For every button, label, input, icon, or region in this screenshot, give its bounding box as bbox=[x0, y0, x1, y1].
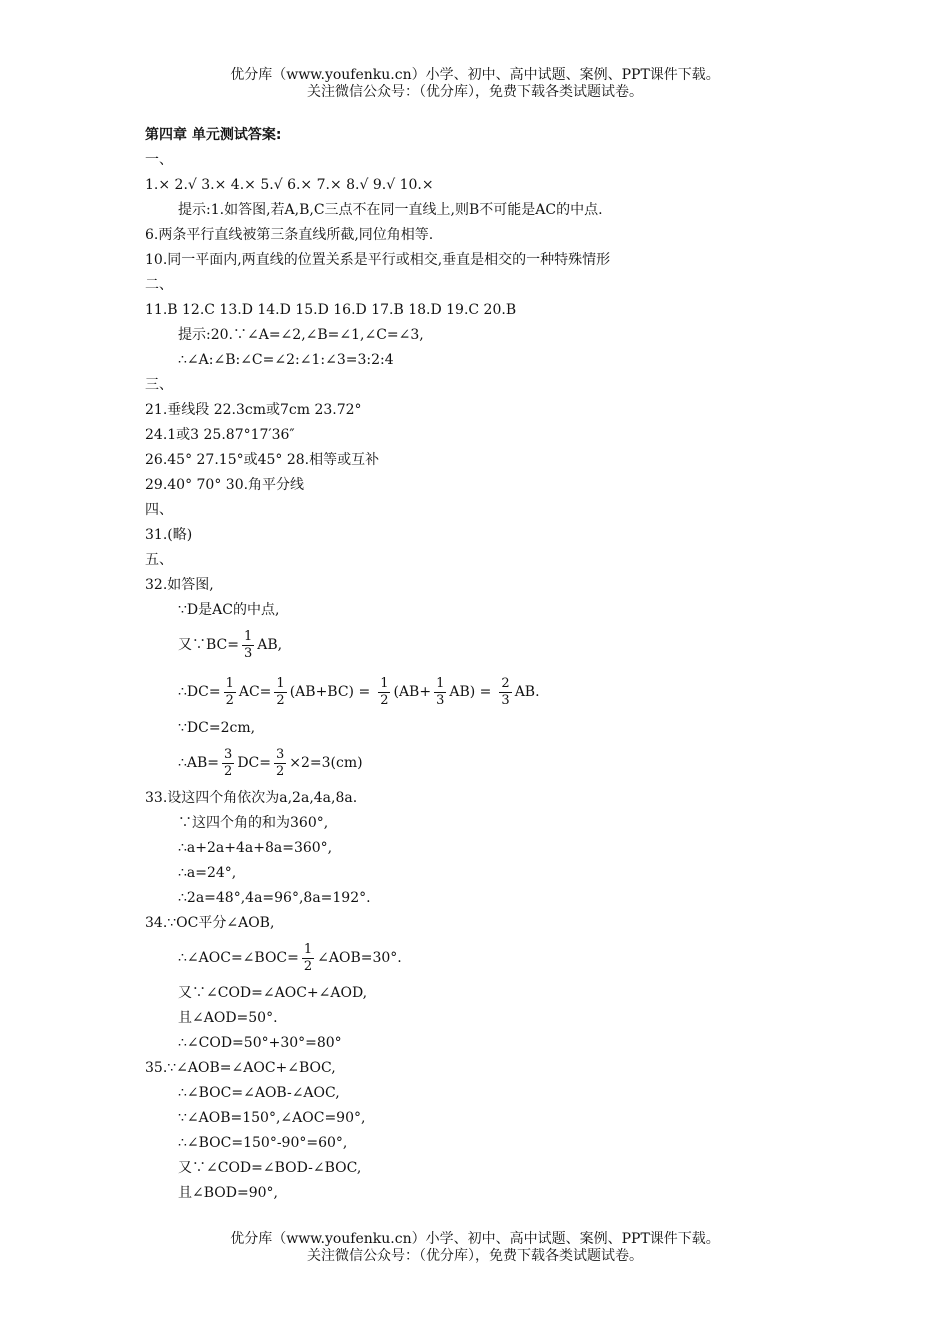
q32-l3-text-b: AB, bbox=[257, 637, 283, 653]
q32-l4-text-c: (AB+BC) = bbox=[289, 683, 371, 700]
q34-line-2 bbox=[145, 936, 865, 981]
q32-line-6 bbox=[145, 741, 865, 786]
section-1-hint-6: 6.两条平行直线被第三条直线所截,同位角相等. bbox=[145, 227, 434, 243]
header-line-1: 优分库（www.youfenku.cn）小学、初中、高中试题、案例、PPT课件下载。 bbox=[230, 67, 720, 83]
q35-line-1: 35.∵∠AOB=∠AOC+∠BOC, bbox=[145, 1060, 336, 1076]
header-line-2: 关注微信公众号：（优分库），免费下载各类试题试卷。 bbox=[307, 84, 643, 100]
q33-line-3: ∴a+2a+4a+8a=360°, bbox=[178, 840, 333, 856]
fraction-three-halves bbox=[274, 747, 286, 780]
section-1-heading: 一、 bbox=[145, 152, 173, 168]
q32-l6-text-c: ×2=3(cm) bbox=[289, 755, 363, 771]
q34-l2-text-a: ∴∠AOC=∠BOC= bbox=[178, 950, 299, 966]
fraction-denominator: 2 bbox=[225, 692, 234, 708]
q32-line-3 bbox=[145, 623, 865, 668]
section-2-hint-1: 提示:20.∵∠A=∠2,∠B=∠1,∠C=∠3, bbox=[178, 327, 424, 343]
q32-l6-text-b: DC= bbox=[237, 755, 271, 771]
q32-l4-text-f: AB. bbox=[514, 683, 540, 700]
q34-l2-text-b: ∠AOB=30°. bbox=[317, 950, 402, 966]
fraction-numerator: 1 bbox=[244, 629, 253, 644]
fraction-denominator: 3 bbox=[501, 692, 510, 708]
q32-line-1: 32.如答图, bbox=[145, 577, 214, 593]
section-1-hint-10: 10.同一平面内,两直线的位置关系是平行或相交,垂直是相交的一种特殊情形 bbox=[145, 252, 611, 268]
fraction-denominator: 2 bbox=[276, 764, 285, 779]
fraction-one-half bbox=[274, 676, 286, 709]
q32-l4-text-a: ∴DC= bbox=[178, 683, 221, 700]
fraction-denominator: 2 bbox=[276, 692, 285, 708]
q32-l3-text-a: 又∵BC= bbox=[178, 637, 239, 653]
fraction-numerator: 1 bbox=[436, 675, 445, 691]
page-header bbox=[0, 67, 950, 101]
q35-line-5: 又∵∠COD=∠BOD-∠BOC, bbox=[178, 1160, 362, 1176]
q35-line-2: ∴∠BOC=∠AOB-∠AOC, bbox=[178, 1085, 340, 1101]
fraction-one-third bbox=[242, 629, 254, 662]
section-3-heading: 三、 bbox=[145, 377, 173, 393]
section-3-line-1: 21.垂线段 22.3cm或7cm 23.72° bbox=[145, 402, 362, 418]
q32-l4-text-b: AC= bbox=[238, 683, 272, 700]
fraction-numerator: 3 bbox=[276, 747, 285, 762]
section-3-line-3: 26.45° 27.15°或45° 28.相等或互补 bbox=[145, 452, 380, 468]
page-footer bbox=[0, 1231, 950, 1265]
q35-line-4: ∴∠BOC=150°-90°=60°, bbox=[178, 1135, 348, 1151]
q33-line-2: ∵这四个角的和为360°, bbox=[178, 815, 329, 831]
fraction-numerator: 1 bbox=[225, 675, 234, 691]
q35-line-3: ∵∠AOB=150°,∠AOC=90°, bbox=[178, 1110, 366, 1126]
fraction-numerator: 3 bbox=[224, 747, 233, 762]
q33-line-5: ∴2a=48°,4a=96°,8a=192°. bbox=[178, 890, 371, 906]
q32-line-5: ∵DC=2cm, bbox=[178, 720, 256, 736]
fraction-denominator: 3 bbox=[244, 646, 253, 661]
section-4-heading: 四、 bbox=[145, 502, 173, 518]
q32-line-4 bbox=[145, 668, 865, 716]
fraction-one-third bbox=[434, 676, 446, 709]
section-5-heading: 五、 bbox=[145, 552, 173, 568]
fraction-one-half bbox=[302, 942, 314, 975]
q34-line-3: 又∵∠COD=∠AOC+∠AOD, bbox=[178, 985, 368, 1001]
document-body bbox=[145, 123, 865, 1206]
section-4-line-1: 31.(略) bbox=[145, 527, 193, 543]
section-2-answers: 11.B 12.C 13.D 14.D 15.D 16.D 17.B 18.D 19.C 20.B bbox=[145, 302, 517, 318]
fraction-denominator: 2 bbox=[380, 692, 389, 708]
q34-line-1: 34.∵OC平分∠AOB, bbox=[145, 915, 275, 931]
section-3-line-4: 29.40° 70° 30.角平分线 bbox=[145, 477, 305, 493]
footer-line-2: 关注微信公众号：（优分库），免费下载各类试题试卷。 bbox=[307, 1248, 643, 1264]
q32-l4-text-e: AB) = bbox=[449, 683, 492, 700]
section-1-hint-1: 提示:1.如答图,若A,B,C三点不在同一直线上,则B不可能是AC的中点. bbox=[178, 202, 603, 218]
fraction-denominator: 2 bbox=[224, 764, 233, 779]
fraction-one-half bbox=[224, 676, 236, 709]
fraction-numerator: 1 bbox=[303, 942, 313, 957]
fraction-numerator: 2 bbox=[501, 675, 510, 691]
chapter-title: 第四章 单元测试答案: bbox=[145, 127, 282, 143]
q32-l6-text-a: ∴AB= bbox=[178, 755, 220, 771]
q33-line-4: ∴a=24°, bbox=[178, 865, 237, 881]
section-3-line-2: 24.1或3 25.87°17′36″ bbox=[145, 427, 295, 443]
fraction-two-thirds bbox=[499, 676, 511, 709]
section-2-hint-2: ∴∠A:∠B:∠C=∠2:∠1:∠3=3:2:4 bbox=[178, 352, 394, 368]
section-2-heading: 二、 bbox=[145, 277, 173, 293]
fraction-numerator: 1 bbox=[276, 675, 285, 691]
section-1-answers: 1.× 2.√ 3.× 4.× 5.√ 6.× 7.× 8.√ 9.√ 10.× bbox=[145, 177, 434, 193]
fraction-denominator: 3 bbox=[436, 692, 445, 708]
fraction-three-halves bbox=[222, 747, 234, 780]
q32-line-2: ∵D是AC的中点, bbox=[178, 602, 280, 618]
q35-line-6: 且∠BOD=90°, bbox=[178, 1185, 278, 1201]
fraction-denominator: 2 bbox=[303, 959, 313, 974]
fraction-numerator: 1 bbox=[380, 675, 389, 691]
q33-line-1: 33.设这四个角依次为a,2a,4a,8a. bbox=[145, 790, 358, 806]
q34-line-5: ∴∠COD=50°+30°=80° bbox=[178, 1035, 342, 1051]
q34-line-4: 且∠AOD=50°. bbox=[178, 1010, 278, 1026]
q32-l4-text-d: (AB+ bbox=[393, 683, 432, 700]
footer-line-1: 优分库（www.youfenku.cn）小学、初中、高中试题、案例、PPT课件下载。 bbox=[230, 1231, 720, 1247]
fraction-one-half bbox=[378, 676, 390, 709]
